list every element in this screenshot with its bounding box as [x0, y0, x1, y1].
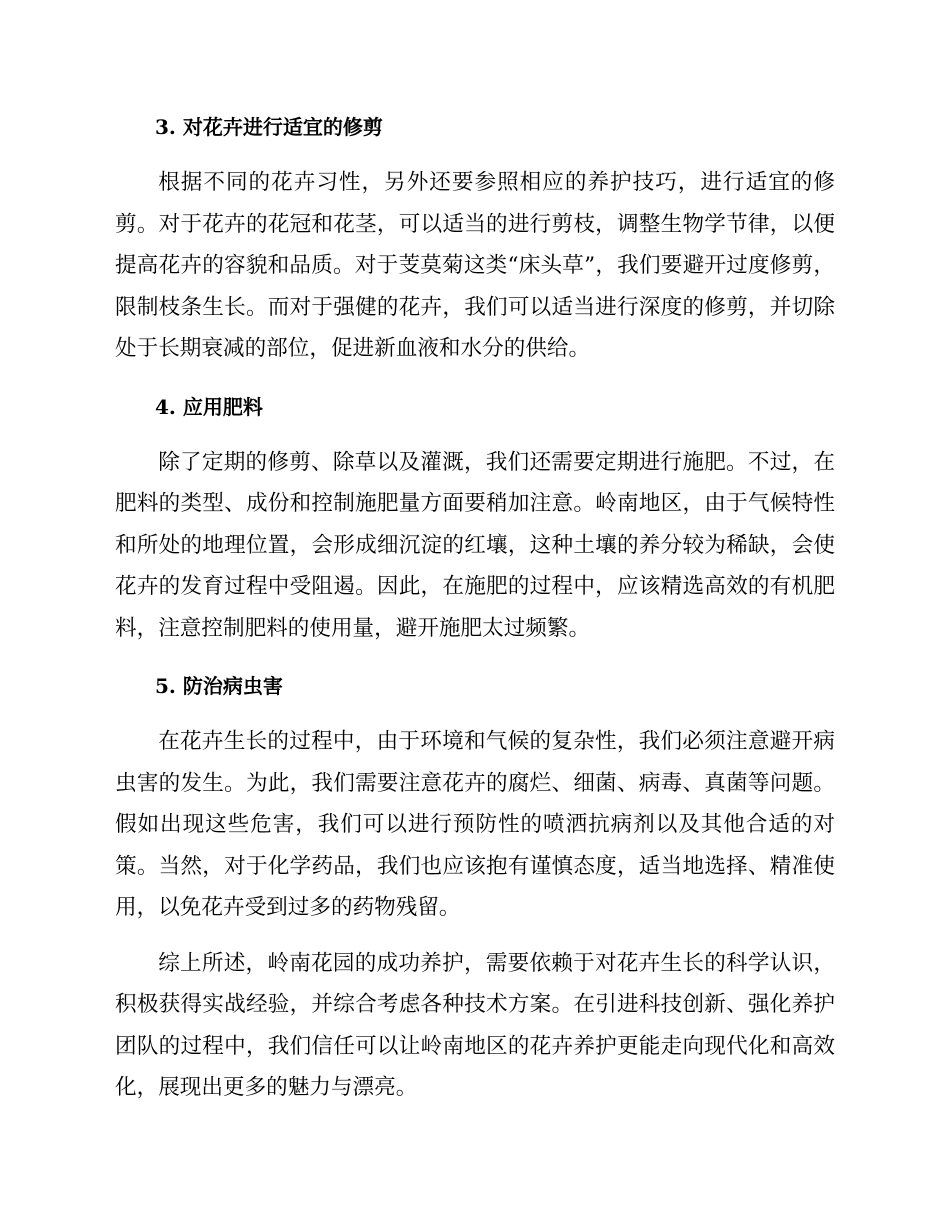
spacer [115, 150, 835, 162]
section-heading-fertilizer: 4. 应用肥料 [155, 394, 263, 419]
section-heading-pruning: 3. 对花卉进行适宜的修剪 [155, 115, 383, 139]
section-paragraph-pest-control: 在花卉生长的过程中，由于环境和气候的复杂性，我们必须注意避开病虫害的发生。为此，我们需要注意花卉的腐烂、细菌、病毒、真菌等问题。假如出现这些危害，我们可以进行预防性的喷洒抗病剂以及其他合适的对策。当然，对于化学药品，我们也应该抱有谨慎态度，适当地选择、精准使用，以免花卉受到过多的药物残留。 [115, 729, 835, 920]
document-page [115, 104, 835, 1109]
spacer [115, 370, 835, 384]
spacer [115, 929, 835, 943]
section-paragraph-pruning: 根据不同的花卉习性，另外还要参照相应的养护技巧，进行适宜的修剪。对于花卉的花冠和花茎，可以适当的进行剪枝，调整生物学节律，以便提高花卉的容貌和品质。对于芰莫菊这类“床头草”，我们要避开过度修剪，限制枝条生长。而对于强健的花卉，我们可以适当进行深度的修剪，并切除处于长期衰减的部位，促进新血液和水分的供给。 [115, 170, 835, 361]
spacer [115, 709, 835, 721]
spacer [115, 430, 835, 442]
spacer [115, 649, 835, 663]
section-heading-pest-control: 5. 防治病虫害 [155, 674, 283, 698]
section-paragraph-fertilizer: 除了定期的修剪、除草以及灌溉，我们还需要定期进行施肥。不过，在肥料的类型、成份和控制施肥量方面要稍加注意。岭南地区，由于气候特性和所处的地理位置，会形成细沉淀的红壤，这种土壤的养分较为稀缺，会使花卉的发育过程中受阻遏。因此，在施肥的过程中，应该精选高效的有机肥料，注意控制肥料的使用量，避开施肥太过频繁。 [115, 449, 835, 641]
conclusion-paragraph: 综上所述，岭南花园的成功养护，需要依赖于对花卉生长的科学认识，积极获得实战经验，并综合考虑各种技术方案。在引进科技创新、强化养护团队的过程中，我们信任可以让岭南地区的花卉养护更能走向现代化和高效化，展现出更多的魅力与漂亮。 [115, 950, 835, 1100]
